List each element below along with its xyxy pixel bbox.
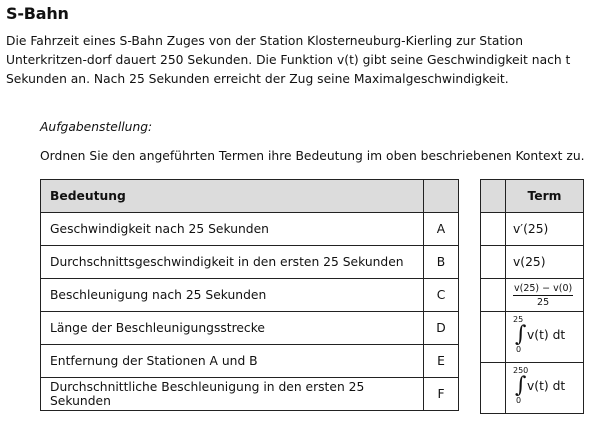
meaning-letter: E — [424, 345, 459, 378]
meaning-header: Bedeutung — [41, 180, 424, 213]
answer-box[interactable] — [481, 312, 506, 363]
integral-sign-icon: ∫ — [515, 373, 527, 398]
meaning-letter: A — [424, 213, 459, 246]
table-row — [41, 213, 459, 246]
answer-box[interactable] — [481, 246, 506, 279]
intro-paragraph: Die Fahrzeit eines S-Bahn Zuges von der Station Klosterneuburg-Kierling zur Station Unterkritzen-dorf dauert 250 Sekunden. Die Funktion v(t) gibt seine Geschwindigkeit nach t Sekunden an. Nach 25 Sekunden erreicht der Zug seine Maximalgeschwindigkeit. — [6, 34, 571, 86]
answer-box[interactable] — [481, 213, 506, 246]
meaning-letter: F — [424, 378, 459, 411]
integral-integrand: v(t) dt — [527, 328, 566, 342]
term-table-header-row — [481, 180, 584, 213]
fraction — [513, 283, 573, 308]
answer-box[interactable] — [481, 279, 506, 312]
meaning-text: Durchschnittliche Beschleunigung in den ersten 25 Sekunden — [41, 378, 424, 411]
answer-box[interactable] — [481, 363, 506, 414]
integral — [513, 366, 583, 405]
term-header: Term — [506, 180, 584, 213]
meaning-letter: C — [424, 279, 459, 312]
integral-lower-bound: 0 — [516, 396, 522, 405]
fraction-denominator: 25 — [537, 296, 550, 308]
term-value: v(25) — [506, 246, 584, 279]
table-row — [481, 246, 584, 279]
fraction-numerator: v(25) − v(0) — [514, 282, 573, 294]
term-table — [480, 179, 584, 414]
term-integral-25 — [506, 312, 584, 363]
meaning-text: Durchschnittsgeschwindigkeit in den ersten 25 Sekunden — [41, 246, 424, 279]
meaning-text: Entfernung der Stationen A und B — [41, 345, 424, 378]
task-instruction: Ordnen Sie den angeführten Termen ihre Bedeutung im oben beschriebenen Kontext zu. — [40, 149, 585, 163]
table-row — [41, 345, 459, 378]
meaning-letter: D — [424, 312, 459, 345]
term-difference-quotient — [506, 279, 584, 312]
integral-upper-bound: 25 — [513, 315, 524, 324]
letter-header — [424, 180, 459, 213]
term-derivative: v′(25) — [506, 213, 584, 246]
table-row — [481, 363, 584, 414]
meaning-table-header-row — [41, 180, 459, 213]
answer-header-blank — [481, 180, 506, 213]
integral — [513, 315, 583, 354]
table-row — [41, 312, 459, 345]
integral-sign-icon: ∫ — [515, 322, 527, 347]
table-row — [41, 246, 459, 279]
table-row — [481, 213, 584, 246]
meaning-text: Geschwindigkeit nach 25 Sekunden — [41, 213, 424, 246]
integral-integrand: v(t) dt — [527, 379, 566, 393]
integral-lower-bound: 0 — [516, 345, 522, 354]
table-row — [41, 279, 459, 312]
table-row — [481, 279, 584, 312]
meaning-letter: B — [424, 246, 459, 279]
integral-upper-bound: 250 — [513, 366, 529, 375]
term-integral-250 — [506, 363, 584, 414]
table-row — [481, 312, 584, 363]
page-title: S-Bahn — [6, 4, 69, 23]
meaning-text: Länge der Beschleunigungsstrecke — [41, 312, 424, 345]
meaning-text: Beschleunigung nach 25 Sekunden — [41, 279, 424, 312]
task-label: Aufgabenstellung: — [40, 120, 153, 134]
table-row — [41, 378, 459, 411]
meaning-table — [40, 179, 459, 411]
